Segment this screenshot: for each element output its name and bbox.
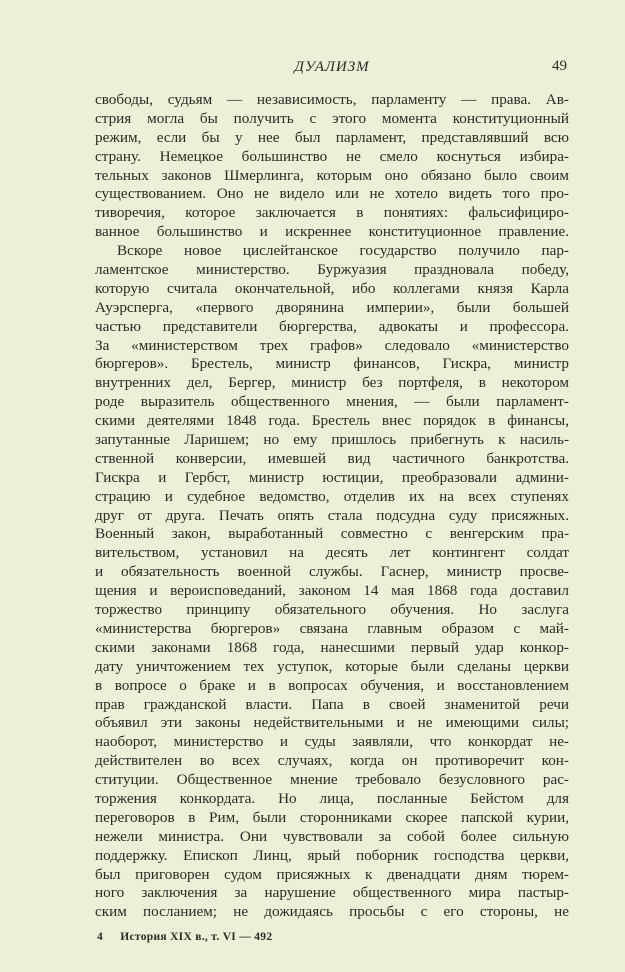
text-line: скими деятелями 1848 года. Брестель внес порядок в финансы, [95,412,569,430]
text-line: друг от друга. Печать опять стала подсудна суду присяжных. [95,506,569,524]
text-line: объявил эти законы недействительными и не имеющими силы; [95,714,569,732]
text-line: нежели министра. Они чувствовали за собой более сильную [95,827,569,845]
text-line: существованием. Оно не видело или не хотело видеть того про- [95,185,569,203]
text-line: был приговорен судом присяжных к двенадцати дням тюрем- [95,865,569,883]
footer-signature [97,931,272,943]
text-line: торжество принципу обязательного обучения. Но заслуга [95,601,569,619]
text-line: тельных законов Шмерлинга, которым оно обязано было своим [95,166,569,184]
text-line: свободы, судьям — независимость, парламенту — права. Ав- [95,91,569,108]
text-line: дату уничтожением тех уступок, которые были сделаны церкви [95,657,569,675]
text-line: страну. Немецкое большинство не смело коснуться избира- [95,147,569,165]
text-line: частью представители бюргерства, адвокаты и профессора. [95,317,569,335]
text-line: ституции. Общественное мнение требовало безусловного рас- [95,771,569,789]
text-line: наоборот, министерство и суды заявляли, что конкордат не- [95,733,569,751]
text-line: ного заключения за нарушение общественного мира пастыр- [95,884,569,902]
text-line: Вскоре новое цислейтанское государство получило пар- [117,242,569,260]
signature-text: История XIX в., т. VI — 492 [120,931,273,943]
text-line: тиворечия, которое заключается в понятиях: фальсифициро- [95,204,569,222]
text-line: ламентское министерство. Буржуазия праздновала победу, [95,261,569,279]
text-line: поддержку. Епископ Линц, ярый поборник господства церкви, [95,846,569,864]
text-line: «министерства бюргеров» связана главным образом с май- [95,619,569,637]
text-line: ским посланием; не дожидаясь просьбы с его стороны, не [95,903,569,921]
running-header [95,58,569,78]
text-line: действителен во всех случаях, когда он противоречит кон- [95,752,569,770]
text-line: запутанные Ларишем; но ему пришлось прибегнуть к насиль- [95,431,569,449]
text-line: ственной конверсии, имевшей вид частичного банкротства. [95,449,569,467]
text-line: режим, если бы у нее был парламент, представлявший всю [95,128,569,146]
text-line: Военный закон, выработанный совместно с венгерским пра- [95,525,569,543]
text-line: щения и вероисповеданий, законом 14 мая 1868 года доставил [95,582,569,600]
chapter-title: ДУАЛИЗМ [294,59,370,75]
text-line: торжения конкордата. Но лица, посланные Бейстом для [95,789,569,807]
text-line: бюргеров». Брестель, министр финансов, Гискра, министр [95,355,569,373]
signature-mark: 4 [97,931,104,943]
text-line: страцию и судебное ведомство, отделив их на всех ступенях [95,487,569,505]
text-line: За «министерством трех графов» следовало «министерство [95,336,569,354]
text-line: роде выразитель общественного мнения, — были парламент- [95,393,569,411]
text-line: прав гражданской власти. Папа в своей знаменитой речи [95,695,569,713]
text-line: в вопросе о браке и в вопросах обучения, и восстановлением [95,676,569,694]
text-line: ванное большинство и искреннее конституционное правление. [95,223,569,241]
page-body-text [95,91,569,922]
text-line: которую считала окончательной, ибо коллегами князя Карла [95,279,569,297]
text-line: и обязательность военной службы. Гаснер, министр просве- [95,563,569,581]
page-number: 49 [552,58,567,74]
text-line: Гискра и Гербст, министр юстиции, преобразовали админи- [95,468,569,486]
text-line: стрия могла бы получить с этого момента конституционный [95,109,569,127]
text-line: скими законами 1868 года, нанесшими первый удар конкор- [95,638,569,656]
text-line: переговоров в Рим, были сторонниками скорее папской курии, [95,808,569,826]
text-line: внутренних дел, Бергер, министр без портфеля, в некотором [95,374,569,392]
text-line: Ауэрсперга, «первого дворянина империи», были большей [95,298,569,316]
text-line: вительством, установил на десять лет контингент солдат [95,544,569,562]
